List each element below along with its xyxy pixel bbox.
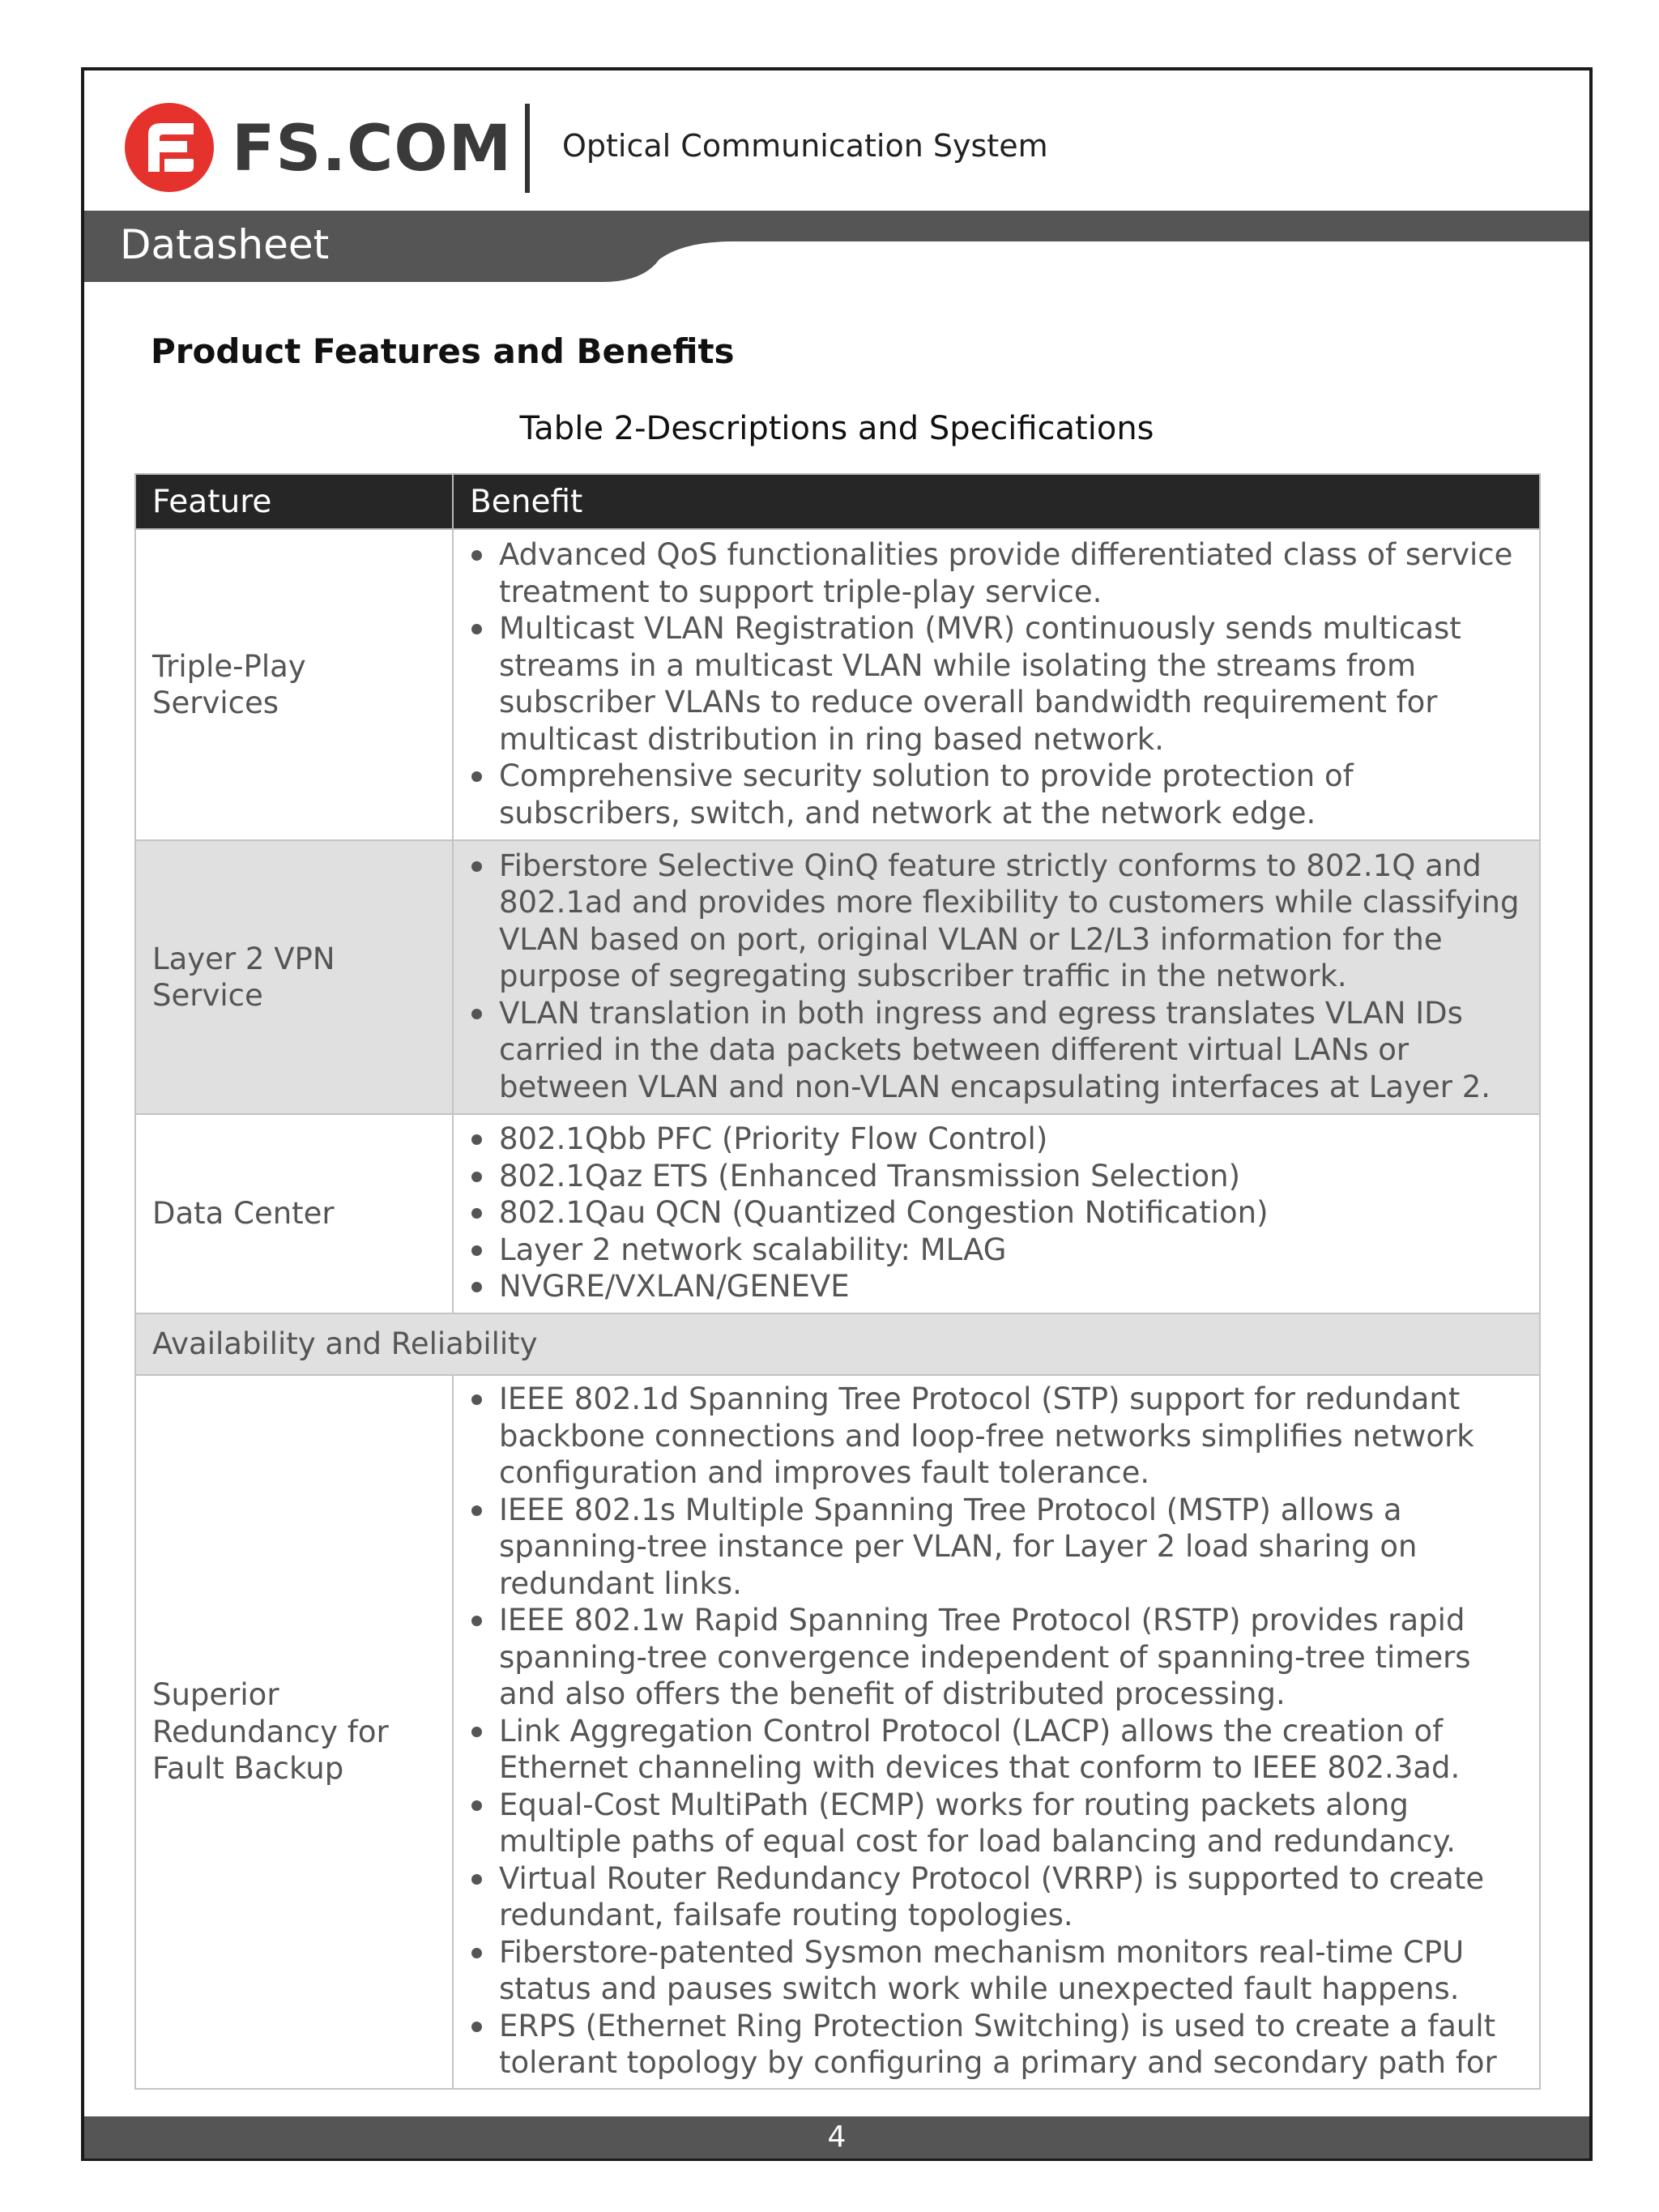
benefit-cell: [453, 840, 1540, 1114]
table-row: [135, 840, 1540, 1114]
header-divider: [525, 104, 530, 193]
spec-table: [134, 473, 1541, 2090]
benefit-item: IEEE 802.1s Multiple Spanning Tree Protocol (MSTP) allows a spanning-tree instance per VLAN, for Layer 2 load sharing on redundant links.: [468, 1492, 1526, 1603]
benefit-item: Layer 2 network scalability: MLAG: [468, 1232, 1526, 1269]
table-row: [135, 1114, 1540, 1313]
table-header-row: [135, 474, 1540, 529]
column-header-benefit: Benefit: [453, 474, 1540, 529]
table-caption: Table 2-Descriptions and Specifications: [519, 410, 1154, 447]
benefit-item: Fiberstore Selective QinQ feature strictly conforms to 802.1Q and 802.1ad and provides more flexibility to customers while classifying VLAN based on port, original VLAN or L2/L3 information for the purpose of segregating subscriber traffic in the network.: [468, 848, 1526, 995]
table-row: [135, 1375, 1540, 2089]
benefit-item: Advanced QoS functionalities provide differentiated class of service treatment to support triple-play service.: [468, 536, 1526, 610]
benefit-item: IEEE 802.1d Spanning Tree Protocol (STP) support for redundant backbone connections and loop-free networks simplifies network configuration and improves fault tolerance.: [468, 1381, 1526, 1492]
benefit-item: NVGRE/VXLAN/GENEVE: [468, 1268, 1526, 1305]
benefit-item: Virtual Router Redundancy Protocol (VRRP) is supported to create redundant, failsafe routing topologies.: [468, 1860, 1526, 1934]
benefit-item: Link Aggregation Control Protocol (LACP) allows the creation of Ethernet channeling with devices that conform to IEEE 802.3ad.: [468, 1713, 1526, 1787]
benefit-item: Comprehensive security solution to provide protection of subscribers, switch, and network at the network edge.: [468, 758, 1526, 831]
header-tagline: Optical Communication System: [562, 128, 1048, 164]
benefit-item: 802.1Qau QCN (Quantized Congestion Notification): [468, 1194, 1526, 1232]
benefit-item: Multicast VLAN Registration (MVR) continuously sends multicast streams in a multicast VLAN while isolating the streams from subscriber VLANs to reduce overall bandwidth requirement for multicast distribution in ring based network.: [468, 610, 1526, 758]
benefit-item: Equal-Cost MultiPath (ECMP) works for routing packets along multiple paths of equal cost for load balancing and redundancy.: [468, 1787, 1526, 1860]
benefit-list: [468, 536, 1526, 831]
feature-cell: Triple-Play Services: [135, 529, 453, 840]
benefit-list: [468, 1381, 1526, 2082]
feature-cell: Layer 2 VPN Service: [135, 840, 453, 1114]
benefit-cell: [453, 1375, 1540, 2089]
benefit-cell: [453, 1114, 1540, 1313]
table-section-row: [135, 1313, 1540, 1375]
brand-name: FS.COM: [232, 113, 513, 186]
section-row-label: Availability and Reliability: [135, 1313, 1540, 1375]
benefit-item: ERPS (Ethernet Ring Protection Switching) is used to create a fault tolerant topology by configuring a primary and secondary path for: [468, 2008, 1526, 2082]
feature-cell: Data Center: [135, 1114, 453, 1313]
section-title: Product Features and Benefits: [151, 331, 735, 371]
benefit-list: [468, 848, 1526, 1106]
benefit-cell: [453, 529, 1540, 840]
table-row: [135, 529, 1540, 840]
benefit-item: Fiberstore-patented Sysmon mechanism monitors real-time CPU status and pauses switch work while unexpected fault happens.: [468, 1934, 1526, 2008]
benefit-item: VLAN translation in both ingress and egress translates VLAN IDs carried in the data packets between different virtual LANs or between VLAN and non-VLAN encapsulating interfaces at Layer 2.: [468, 995, 1526, 1106]
datasheet-label: Datasheet: [120, 221, 330, 268]
benefit-item: 802.1Qbb PFC (Priority Flow Control): [468, 1121, 1526, 1158]
page-number: 4: [827, 2120, 847, 2154]
benefit-item: IEEE 802.1w Rapid Spanning Tree Protocol (RSTP) provides rapid spanning-tree convergence independent of spanning-tree timers and also offers the benefit of distributed processing.: [468, 1602, 1526, 1713]
feature-cell: Superior Redundancy for Fault Backup: [135, 1375, 453, 2089]
column-header-feature: Feature: [135, 474, 453, 529]
fs-logo-icon: [124, 102, 215, 193]
benefit-list: [468, 1121, 1526, 1305]
benefit-item: 802.1Qaz ETS (Enhanced Transmission Selection): [468, 1158, 1526, 1195]
